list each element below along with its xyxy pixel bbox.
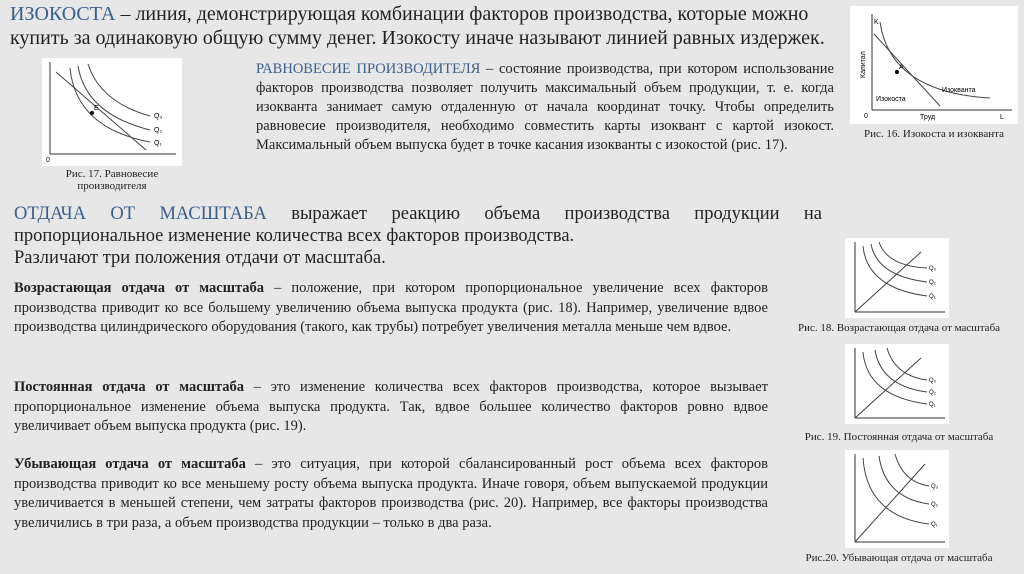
figure-20-graph: [845, 450, 949, 548]
constant-returns-text: – это изменение количества всех факторов производства, которое вызывает пропорциональное изменение объема выпуска продукта. Так, вдвое большее количество факторов ровно вдвое увеличивает объем выпуска продукта (рис. 19).: [14, 379, 768, 434]
figure-18-graph: [845, 238, 949, 318]
returns-line-3: Различают три положения отдачи от масштаба.: [14, 248, 386, 268]
equilibrium-text: – состояние производства, при котором использование факторов производства позволяет получить максимальный объем продукции, т. е. когда изокванта занимает самую отдаленную от начала координат точку. Чтобы определить равновесие производителя, необходимо совместить карты изоквант с картой изокост. Максимальный объем выпуска будет в точке касания изокванты с изокостой (рис. 17).: [256, 61, 834, 153]
isoquant-q3: [879, 242, 927, 268]
figure-17-graph: [42, 58, 182, 166]
isocost-line: [56, 72, 146, 150]
returns-term: ОТДАЧА ОТ МАСШТАБА: [14, 204, 267, 224]
equilibrium-term: РАВНОВЕСИЕ ПРОИЗВОДИТЕЛЯ: [256, 61, 481, 77]
figure-20: [845, 450, 949, 548]
figure-19-graph: [845, 344, 949, 424]
isoquant-q2: [879, 456, 929, 504]
increasing-returns-text: – положение, при котором пропорциональное увеличение всех факторов производства приводит ко все большему увеличению объема выпуска продукта (рис. 18). Например, увеличение вдвое производства цилиндрического оборудования (такого, как трубы) потребует увеличения металла меньше чем вдвое.: [14, 280, 768, 335]
figure-17-caption: Рис. 17. Равновесие производителя: [65, 168, 159, 192]
returns-line-2: пропорциональное изменение количества всех факторов производства.: [14, 226, 575, 246]
q3-label: Q₃: [931, 484, 939, 490]
isocost-definition: [10, 2, 845, 50]
decreasing-returns-text: – это ситуация, при которой сбалансированный рост объема всех факторов производства приводит ко все меньшему росту объема выпуска продукта. Иначе говоря, объем выпускаемой продукции увеличивается в меньшей степени, чем затраты факторов производства (рис. 20). Например, все факторы производства увеличились в три раза, а объем производства продукции – только в два раза.: [14, 456, 769, 531]
isocost-label: Изокоста: [876, 96, 906, 103]
isoquant-label: Изокванта: [942, 87, 976, 94]
figure-20-caption: Рис.20. Убывающая отдача от масштаба: [805, 552, 993, 564]
q1-label: Q₁: [154, 140, 162, 147]
isoquant-q2: [871, 244, 927, 282]
isoquant-q2: [875, 350, 927, 392]
figure-19: [845, 344, 949, 424]
isocost-text: – линия, демонстрирующая комбинации факторов производства, которые можно купить за одинаковую общую сумму денег. Изокосту иначе называют линией равных издержек.: [10, 3, 825, 49]
figure-18: [845, 238, 949, 318]
increasing-returns-paragraph: [14, 279, 768, 338]
point-label-e: E: [94, 105, 99, 112]
q3-label: Q₃: [154, 113, 163, 120]
isoquant-q3: [895, 454, 929, 486]
q2-label: Q₂: [929, 280, 936, 286]
q2-label: Q₂: [929, 390, 936, 396]
q1-label: Q₁: [929, 294, 936, 300]
q3-label: Q₃: [929, 266, 937, 272]
isoquant-q3: [887, 348, 927, 380]
expansion-path: [855, 252, 921, 312]
figure-16-caption: Рис. 16. Изокоста и изокванта: [864, 128, 1004, 140]
returns-line-1: [14, 203, 822, 225]
figure-18-caption: Рис. 18. Возрастающая отдача от масштаба: [797, 322, 1001, 334]
y-axis-label: Капитал: [860, 51, 867, 78]
constant-returns-term: Постоянная отдача от масштаба: [14, 379, 245, 395]
point-label-a: A: [899, 64, 904, 71]
isoquant-q1: [863, 246, 927, 296]
q3-label: Q₃: [929, 378, 937, 384]
origin-label: 0: [46, 157, 50, 164]
figure-19-caption: Рис. 19. Постоянная отдача от масштаба: [804, 431, 994, 443]
l-label: L: [1000, 114, 1004, 121]
q2-label: Q₂: [154, 127, 163, 134]
figure-16-graph: [850, 6, 1018, 124]
x-axis-label: Труд: [920, 114, 936, 121]
returns-to-scale: [14, 203, 822, 269]
isoquant-q2: [78, 66, 150, 130]
constant-returns-paragraph: [14, 378, 768, 437]
q1-label: Q₁: [929, 402, 936, 408]
decreasing-returns-paragraph: [14, 455, 768, 533]
origin-label: 0: [864, 113, 868, 120]
q1-label: Q₁: [931, 522, 938, 528]
returns-text-1: выражает реакцию объема производства продукции на: [266, 204, 822, 224]
figure-16: [850, 6, 1018, 124]
equilibrium-definition: [256, 60, 834, 155]
q2-label: Q₂: [931, 502, 938, 508]
figure-17: [42, 58, 182, 166]
decreasing-returns-term: Убывающая отдача от масштаба: [14, 456, 246, 472]
increasing-returns-term: Возрастающая отдача от масштаба: [14, 280, 265, 296]
isoquant-q1: [70, 68, 150, 142]
isocost-term: ИЗОКОСТА: [10, 3, 116, 25]
k-label: K: [874, 19, 879, 26]
expansion-path: [855, 358, 921, 418]
